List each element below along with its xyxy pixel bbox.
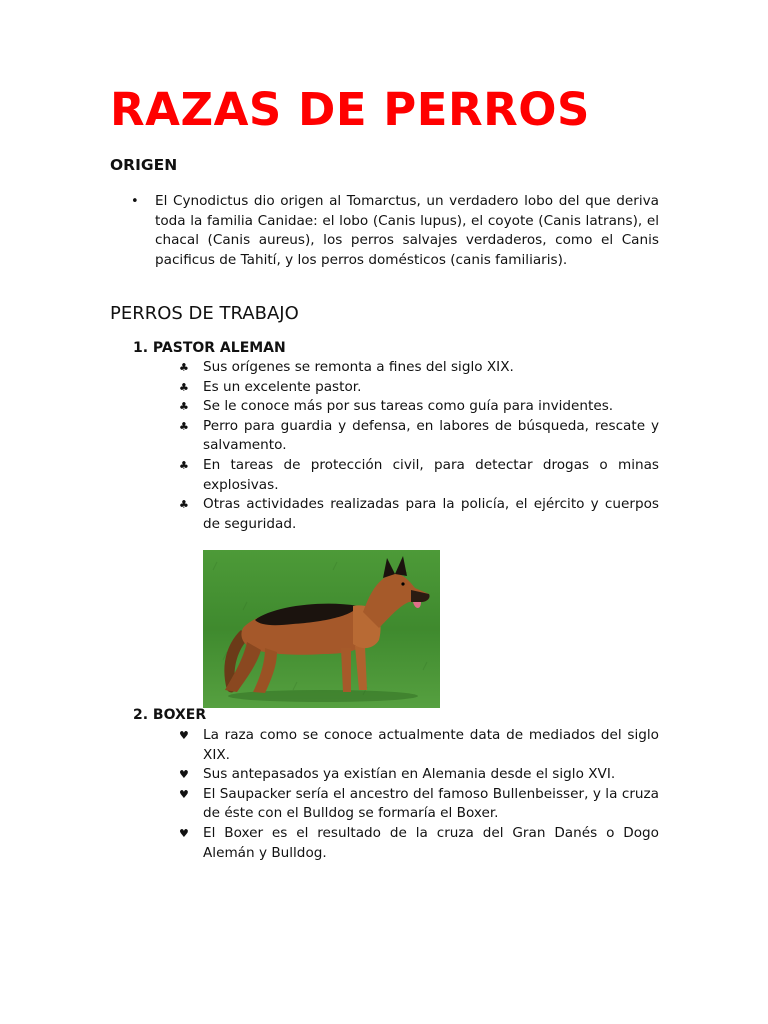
list-item [179,378,659,398]
list-item-text: Se le conoce más por sus tareas como guía para invidentes. [203,398,614,415]
boxer-list [179,726,659,863]
origen-list [155,192,659,270]
list-item-text: Es un excelente pastor. [203,378,362,395]
list-item-text: Otras actividades realizadas para la policía, el ejército y cuerpos de seguridad. [203,496,659,532]
list-item [179,726,659,765]
list-item [179,765,659,785]
list-item-text: Sus antepasados ya existían en Alemania desde el siglo XVI. [203,766,616,783]
list-item [179,358,659,378]
club-bullet-icon: ♣ [179,498,189,512]
heart-bullet-icon: ♥ [179,787,189,801]
list-item [179,824,659,863]
list-item [179,417,659,456]
club-bullet-icon: ♣ [179,458,189,472]
club-bullet-icon: ♣ [179,361,189,374]
heart-bullet-icon: ♥ [179,768,189,782]
breed-heading-pastor-aleman: 1. PASTOR ALEMAN [133,340,286,356]
german-shepherd-photo [203,550,440,708]
breed-heading-boxer: 2. BOXER [133,707,207,723]
pastor-aleman-list [179,358,659,534]
section-heading-trabajo: PERROS DE TRABAJO [110,303,299,324]
club-bullet-icon: ♣ [179,419,189,433]
list-item-text: En tareas de protección civil, para detectar drogas o minas explosivas. [203,456,659,493]
page-title: RAZAS DE PERROS [110,83,590,136]
list-item [179,785,659,824]
list-item-text: El Saupacker sería el ancestro del famoso Bullenbeisser, y la cruza de éste con el Bulldog se formaría el Boxer. [203,785,659,822]
list-item [179,456,659,495]
list-item-text: La raza como se conoce actualmente data de mediados del siglo XIX. [203,727,659,763]
club-bullet-icon: ♣ [179,400,189,414]
list-item: • El Cynodictus dio origen al Tomarctus, un verdadero lobo del que deriva toda la familia Canidae: el lobo (Canis lupus), el coyote (Canis latrans), el chacal (Canis aureus), los perros salvajes verdaderos, como el Canis pacificus de Tahití, y los perros domésticos (canis familiaris). [155,192,659,270]
heart-bullet-icon: ♥ [179,826,189,840]
list-item-text: Sus orígenes se remonta a fines del siglo XIX. [203,359,514,375]
list-item-text: Perro para guardia y defensa, en labores de búsqueda, rescate y salvamento. [203,417,659,454]
list-item [179,397,659,417]
section-heading-origen: ORIGEN [110,156,178,174]
list-item [179,495,659,534]
list-item-text: El Boxer es el resultado de la cruza del Gran Danés o Dogo Alemán y Bulldog. [203,824,659,861]
heart-bullet-icon: ♥ [179,729,189,742]
club-bullet-icon: ♣ [179,380,189,394]
